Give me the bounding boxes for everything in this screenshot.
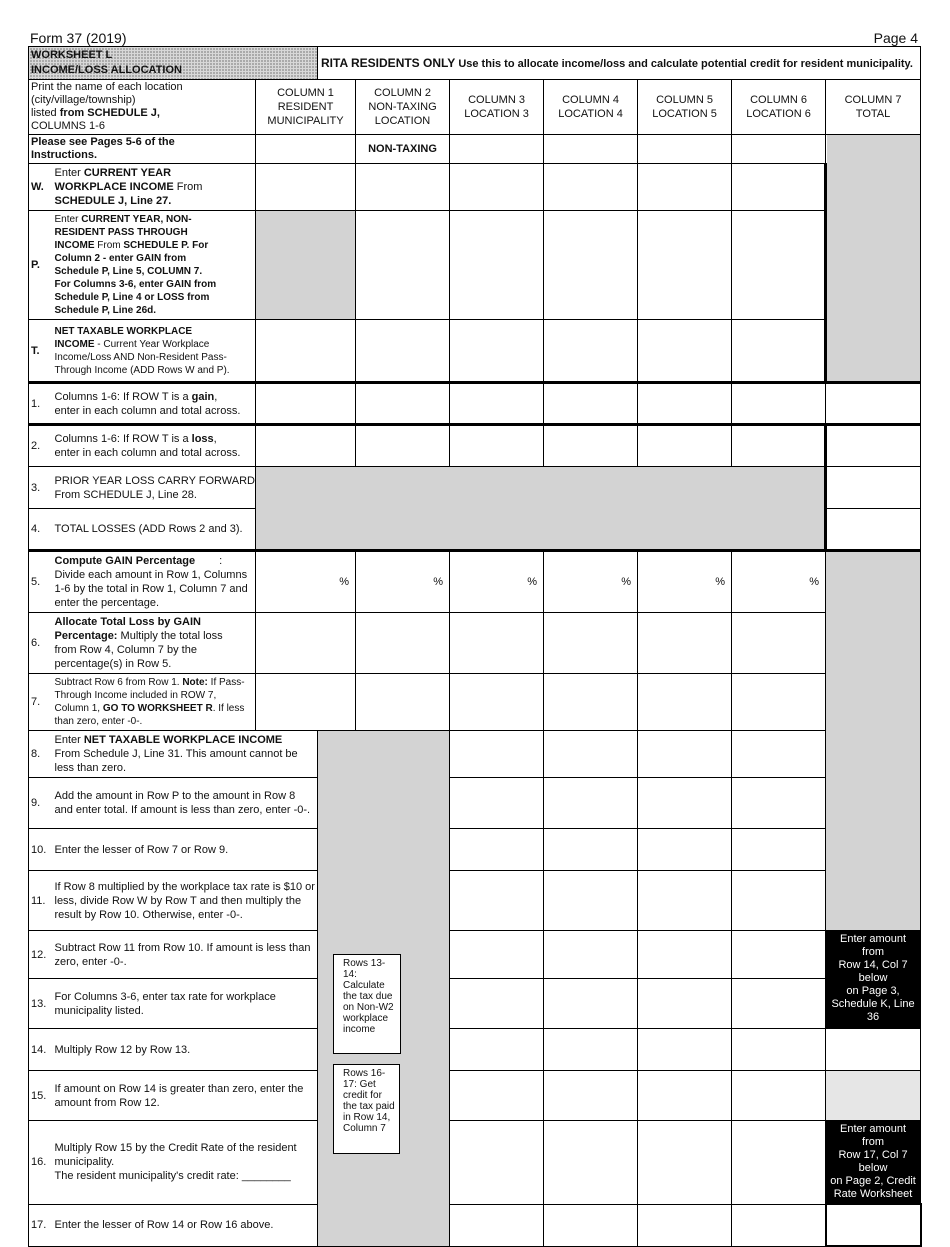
row-2-number: 2.: [29, 425, 53, 467]
location-name-col3[interactable]: [450, 135, 544, 164]
row-t-col2[interactable]: [356, 320, 450, 383]
row-w-e: SCHEDULE J, Line 27.: [54, 195, 172, 207]
row-6: [29, 613, 921, 674]
rows-3-4-shaded: [256, 467, 826, 551]
row-5-col4[interactable]: [544, 551, 638, 613]
row-9-col4[interactable]: [544, 778, 638, 829]
row-8-a: Enter: [54, 734, 84, 746]
row-2: [29, 425, 921, 467]
row-16-number: 16.: [29, 1121, 53, 1205]
location-name-col6[interactable]: [732, 135, 826, 164]
row-t-c: - Current Year Workplace: [94, 338, 210, 350]
row-11-col5[interactable]: [638, 871, 732, 931]
column-3-header: [450, 80, 544, 135]
row-12-number: 12.: [29, 931, 53, 979]
row-t: [29, 320, 921, 383]
row-p-col2[interactable]: [356, 211, 450, 320]
row-15-col3[interactable]: [450, 1071, 544, 1121]
row-9-description: [53, 778, 318, 829]
row-1-number: 1.: [29, 383, 53, 425]
row-2-a: Columns 1-6: If ROW T is a: [54, 433, 192, 445]
row-5-c: Divide each amount in Row 1, Columns: [54, 569, 248, 581]
row-w-col4[interactable]: [544, 164, 638, 211]
row-10-col4[interactable]: [544, 829, 638, 871]
row-13-col4[interactable]: [544, 979, 638, 1029]
row-11-a: If Row 8 multiplied by the workplace tax rate is $10 or: [54, 880, 315, 893]
row-15-col5[interactable]: [638, 1071, 732, 1121]
row-3-col7[interactable]: [826, 467, 921, 509]
row-p-a: Enter: [54, 214, 82, 225]
row-6-number: 6.: [29, 613, 53, 674]
row-10-col3[interactable]: [450, 829, 544, 871]
location-name-col4[interactable]: [544, 135, 638, 164]
row-13-b: municipality listed.: [54, 1004, 144, 1017]
row-p-col6[interactable]: [732, 211, 826, 320]
row-14-col3[interactable]: [450, 1029, 544, 1071]
row-4-col7[interactable]: [826, 509, 921, 551]
row-6-c: Multiply the total loss: [117, 630, 223, 642]
row-t-col4[interactable]: [544, 320, 638, 383]
location-label-line3a: listed: [31, 107, 60, 119]
row-3-a: PRIOR YEAR LOSS CARRY FORWARD: [54, 474, 255, 487]
row-t-d: Income/Loss AND Non-Resident Pass-: [54, 351, 227, 363]
row-5-e: enter the percentage.: [54, 597, 160, 609]
row-4-a: TOTAL LOSSES (ADD Rows 2 and 3).: [54, 523, 243, 535]
row-8-c: From Schedule J, Line 31. This amount cannot be: [54, 748, 298, 760]
row-15-number: 15.: [29, 1071, 53, 1121]
row-t-description: [53, 320, 256, 383]
row-5-col1[interactable]: [256, 551, 356, 613]
column-1-l3: MUNICIPALITY: [267, 115, 344, 127]
row-8: [29, 731, 921, 778]
row-7-e: Column 1,: [54, 703, 103, 714]
row-p-col3[interactable]: [450, 211, 544, 320]
row-1-col5[interactable]: [638, 383, 732, 425]
row-3-b: From SCHEDULE J, Line 28.: [54, 488, 197, 501]
row-16-col4[interactable]: [544, 1121, 638, 1205]
row-5-description: [53, 551, 256, 613]
row-16: [29, 1121, 921, 1205]
row-w-col2[interactable]: [356, 164, 450, 211]
row-5-col2[interactable]: [356, 551, 450, 613]
row-8-col5[interactable]: [638, 731, 732, 778]
row-14-col7[interactable]: [826, 1029, 921, 1071]
row-6-col6[interactable]: [732, 613, 826, 674]
row-15-b: amount from Row 12.: [54, 1096, 160, 1109]
col7-shaded-5-11: [826, 551, 921, 931]
row-15-col7-shaded: [826, 1071, 921, 1121]
column-2-l3: LOCATION: [374, 115, 431, 127]
row-6-col1[interactable]: [256, 613, 356, 674]
row-12-b: zero, enter -0-.: [54, 955, 127, 968]
worksheet-title-line1: WORKSHEET L: [31, 49, 113, 61]
row-6-b: Percentage:: [54, 630, 118, 642]
location-label-line2: (city/village/township): [31, 94, 136, 106]
schedule-k-line36-note: [826, 931, 921, 1029]
row-17-col6[interactable]: [732, 1204, 826, 1246]
row-8-number: 8.: [29, 731, 53, 778]
row-8-col6[interactable]: [732, 731, 826, 778]
k36-note-a: Enter amount from: [840, 933, 907, 958]
row-9-b: and enter total. If amount is less than zero, enter -0-.: [54, 804, 311, 816]
row-7-number: 7.: [29, 674, 53, 731]
cr-note-b: Row 17, Col 7 below: [838, 1149, 908, 1174]
row-p-description: [53, 211, 256, 320]
row-7-f: GO TO WORKSHEET R: [102, 703, 213, 714]
row-14-description: [53, 1029, 318, 1071]
row-1-description: [53, 383, 256, 425]
row-12-col3[interactable]: [450, 931, 544, 979]
row-9: [29, 778, 921, 829]
row-9-col6[interactable]: [732, 778, 826, 829]
column-4-l1: COLUMN 4: [562, 94, 619, 106]
row-p-c: RESIDENT PASS THROUGH: [54, 227, 188, 238]
row-p: [29, 211, 921, 320]
row-5-a: Compute GAIN Percentage: [54, 555, 196, 567]
worksheet-title-line2: INCOME/LOSS ALLOCATION: [31, 64, 182, 76]
location-name-col1[interactable]: [256, 135, 356, 164]
row-6-description: [53, 613, 256, 674]
column-3-l2: LOCATION 3: [464, 108, 529, 120]
rows-13-14-note: Rows 13-14: Calculate the tax due on Non-W2 workplace income: [333, 954, 401, 1054]
row-6-col3[interactable]: [450, 613, 544, 674]
row-5-col6-pct: %: [809, 576, 820, 588]
column-1-header: [256, 80, 356, 135]
row-w-col5[interactable]: [638, 164, 732, 211]
row-13-col5[interactable]: [638, 979, 732, 1029]
row-15: [29, 1071, 921, 1121]
row-t-a: NET TAXABLE WORKPLACE: [54, 325, 193, 337]
row-1-col6[interactable]: [732, 383, 826, 425]
column-2-l2: NON-TAXING: [368, 101, 437, 113]
row-13-col3[interactable]: [450, 979, 544, 1029]
row-p-k: Schedule P, Line 26d.: [54, 305, 157, 316]
row-3: [29, 467, 921, 509]
row-2-col5[interactable]: [638, 425, 732, 467]
row-w-col1[interactable]: [256, 164, 356, 211]
row-8-d: less than zero.: [54, 762, 127, 774]
row-9-number: 9.: [29, 778, 53, 829]
row-p-i: For Columns 3-6, enter GAIN from: [54, 279, 217, 290]
row-15-col4[interactable]: [544, 1071, 638, 1121]
location-name-col5[interactable]: [638, 135, 732, 164]
row-11-col3[interactable]: [450, 871, 544, 931]
instructions-label: [29, 135, 256, 164]
location-label: [29, 80, 256, 135]
row-16-c: The resident municipality's credit rate: ________: [54, 1170, 291, 1183]
row-7-g: . If less: [212, 703, 245, 714]
row-12-col4[interactable]: [544, 931, 638, 979]
cr-note-a: Enter amount from: [840, 1123, 907, 1148]
row-15-description: [53, 1071, 318, 1121]
row-5-col3-pct: %: [527, 576, 538, 588]
rows-16-17-note: Rows 16-17: Get credit for the tax paid in Row 14, Column 7: [333, 1064, 400, 1154]
column-1-l2: RESIDENT: [277, 101, 334, 113]
row-9-col3[interactable]: [450, 778, 544, 829]
column-7-header: [826, 80, 921, 135]
row-10-col6[interactable]: [732, 829, 826, 871]
row-7-a: Subtract Row 6 from Row 1.: [54, 677, 183, 688]
row-13-description: [53, 979, 318, 1029]
row-14-col4[interactable]: [544, 1029, 638, 1071]
row-6-d: from Row 4, Column 7 by the: [54, 644, 197, 656]
row-w-c: WORKPLACE INCOME: [54, 181, 174, 193]
row-p-col1-shaded: [256, 211, 356, 320]
row-12: [29, 931, 921, 979]
row-t-number: T.: [29, 320, 53, 383]
row-p-h: Schedule P, Line 5, COLUMN 7.: [54, 266, 203, 277]
row-p-e: From: [94, 240, 124, 251]
row-p-col4[interactable]: [544, 211, 638, 320]
row-p-col5[interactable]: [638, 211, 732, 320]
cr-note-d: Rate Worksheet: [833, 1188, 913, 1200]
row-5-b: :: [219, 555, 223, 567]
row-t-col3[interactable]: [450, 320, 544, 383]
row-7-col5[interactable]: [638, 674, 732, 731]
row-t-col1[interactable]: [256, 320, 356, 383]
row-t-e: Through Income (ADD Rows W and P).: [54, 364, 230, 376]
column-2-l1: COLUMN 2: [374, 87, 431, 99]
row-14-col5[interactable]: [638, 1029, 732, 1071]
row-17: [29, 1204, 921, 1246]
instructions-label-line2: Instructions.: [31, 149, 98, 161]
row-w-col3[interactable]: [450, 164, 544, 211]
form-title: Form 37 (2019): [30, 30, 127, 46]
row-5-col4-pct: %: [621, 576, 632, 588]
row-1-col3[interactable]: [450, 383, 544, 425]
row-7: [29, 674, 921, 731]
row-1: [29, 383, 921, 425]
row-p-number: P.: [29, 211, 53, 320]
row-5-col6[interactable]: [732, 551, 826, 613]
row-5-number: 5.: [29, 551, 53, 613]
row-14-col6[interactable]: [732, 1029, 826, 1071]
col7-shaded-w-t: [826, 135, 921, 383]
row-15-col6[interactable]: [732, 1071, 826, 1121]
row-7-col3[interactable]: [450, 674, 544, 731]
column-6-l2: LOCATION 6: [746, 108, 811, 120]
row-7-h: than zero, enter -0-.: [54, 716, 143, 727]
row-13: [29, 979, 921, 1029]
row-9-col5[interactable]: [638, 778, 732, 829]
row-12-col6[interactable]: [732, 931, 826, 979]
row-5-col2-pct: %: [433, 576, 444, 588]
row-2-col3[interactable]: [450, 425, 544, 467]
row-10-number: 10.: [29, 829, 53, 871]
row-11-b: less, divide Row W by Row T and then multiply the: [54, 894, 302, 907]
row-7-description: [53, 674, 256, 731]
row-16-b: municipality.: [54, 1156, 115, 1169]
row-8-description: [53, 731, 318, 778]
row-17-col3[interactable]: [450, 1204, 544, 1246]
row-13-number: 13.: [29, 979, 53, 1029]
row-5-d: 1-6 by the total in Row 1, Column 7 and: [54, 583, 248, 595]
column-5-header: [638, 80, 732, 135]
row-10-col5[interactable]: [638, 829, 732, 871]
row-11-col4[interactable]: [544, 871, 638, 931]
row-7-b: Note:: [182, 677, 208, 688]
row-2-col1[interactable]: [256, 425, 356, 467]
row-6-col4[interactable]: [544, 613, 638, 674]
row-2-col6[interactable]: [732, 425, 826, 467]
instructions-label-line1: Please see Pages 5-6 of the: [31, 136, 175, 148]
row-6-col5[interactable]: [638, 613, 732, 674]
column-6-l1: COLUMN 6: [750, 94, 807, 106]
row-1-c: ,: [214, 390, 218, 403]
row-17-description: [53, 1204, 318, 1246]
row-10-description: [53, 829, 318, 871]
row-8-col3[interactable]: [450, 731, 544, 778]
row-p-f: SCHEDULE P. For: [123, 240, 209, 251]
row-16-description: [53, 1121, 318, 1205]
row-11-description: [53, 871, 318, 931]
column-5-l2: LOCATION 5: [652, 108, 717, 120]
row-8-col4[interactable]: [544, 731, 638, 778]
rita-bold-text: RITA RESIDENTS ONLY: [321, 56, 456, 70]
row-17-col4[interactable]: [544, 1204, 638, 1246]
rita-rest-text: Use this to allocate income/loss and calculate potential credit for resident municipality.: [455, 58, 913, 70]
row-17-col5[interactable]: [638, 1204, 732, 1246]
column-2-header: [356, 80, 450, 135]
row-5: [29, 551, 921, 613]
row-16-col6[interactable]: [732, 1121, 826, 1205]
credit-rate-worksheet-note: [826, 1121, 921, 1205]
k36-note-d: Schedule K, Line 36: [831, 998, 915, 1023]
row-t-col6[interactable]: [732, 320, 826, 383]
worksheet-title: [29, 47, 318, 80]
row-2-col7[interactable]: [826, 425, 921, 467]
row-7-c: If Pass-: [207, 677, 245, 688]
row-13-a: For Columns 3-6, enter tax rate for workplace: [54, 990, 276, 1003]
row-14-number: 14.: [29, 1029, 53, 1071]
row-3-description: [53, 467, 256, 509]
row-12-description: [53, 931, 318, 979]
column-5-l1: COLUMN 5: [656, 94, 713, 106]
location-label-line3b: from SCHEDULE J,: [59, 107, 160, 119]
row-12-a: Subtract Row 11 from Row 10. If amount is less than: [54, 941, 311, 954]
row-t-col5[interactable]: [638, 320, 732, 383]
row-2-c: ,: [213, 433, 217, 445]
k36-note-b: Row 14, Col 7 below: [838, 959, 908, 984]
column-4-header: [544, 80, 638, 135]
row-11-number: 11.: [29, 871, 53, 931]
row-17-number: 17.: [29, 1204, 53, 1246]
row-8-b: NET TAXABLE WORKPLACE INCOME: [83, 734, 283, 746]
row-1-b: gain: [191, 390, 215, 403]
k36-note-c: on Page 3,: [846, 985, 900, 997]
worksheet-l-grid: [28, 46, 922, 1247]
row-7-col2[interactable]: [356, 674, 450, 731]
row-p-b: CURRENT YEAR, NON-: [81, 214, 192, 225]
row-6-a: Allocate Total Loss by GAIN: [54, 616, 201, 628]
row-2-col4[interactable]: [544, 425, 638, 467]
row-w-col6[interactable]: [732, 164, 826, 211]
row-6-col2[interactable]: [356, 613, 450, 674]
column-6-header: [732, 80, 826, 135]
row-17-col7[interactable]: [826, 1204, 921, 1246]
row-14-a: Multiply Row 12 by Row 13.: [54, 1043, 191, 1056]
row-w: [29, 164, 921, 211]
row-p-j: Schedule P, Line 4 or LOSS from: [54, 292, 210, 303]
row-9-a: Add the amount in Row P to the amount in Row 8: [54, 790, 296, 802]
page-number: Page 4: [873, 30, 918, 46]
row-1-col1[interactable]: [256, 383, 356, 425]
rita-residents-note: [318, 47, 921, 80]
row-2-b: loss: [191, 433, 214, 445]
row-15-a: If amount on Row 14 is greater than zero, enter the: [54, 1082, 304, 1095]
row-7-col6[interactable]: [732, 674, 826, 731]
row-7-col1[interactable]: [256, 674, 356, 731]
row-w-a: Enter: [54, 167, 84, 179]
row-4-description: [53, 509, 256, 551]
row-16-col3[interactable]: [450, 1121, 544, 1205]
non-taxing-label: NON-TAXING: [356, 135, 450, 164]
row-16-col5[interactable]: [638, 1121, 732, 1205]
row-14: [29, 1029, 921, 1071]
row-5-col1-pct: %: [339, 576, 350, 588]
row-1-col4[interactable]: [544, 383, 638, 425]
row-1-d: enter in each column and total across.: [54, 404, 241, 417]
column-7-l2: TOTAL: [855, 108, 891, 120]
row-w-description: [53, 164, 256, 211]
column-7-l1: COLUMN 7: [844, 94, 902, 106]
row-2-description: [53, 425, 256, 467]
row-11: [29, 871, 921, 931]
column-4-l2: LOCATION 4: [558, 108, 623, 120]
row-1-a: Columns 1-6: If ROW T is a: [54, 390, 192, 403]
row-16-a: Multiply Row 15 by the Credit Rate of the resident: [54, 1142, 297, 1155]
row-13-col6[interactable]: [732, 979, 826, 1029]
row-4-number: 4.: [29, 509, 53, 551]
row-7-col4[interactable]: [544, 674, 638, 731]
row-17-a: Enter the lesser of Row 14 or Row 16 above.: [54, 1219, 274, 1231]
row-10-a: Enter the lesser of Row 7 or Row 9.: [54, 843, 229, 856]
row-p-g: Column 2 - enter GAIN from: [54, 253, 187, 264]
row-3-number: 3.: [29, 467, 53, 509]
row-7-d: Through Income included in ROW 7,: [54, 690, 217, 701]
row-w-b: CURRENT YEAR: [83, 167, 172, 179]
row-11-col6[interactable]: [732, 871, 826, 931]
column-3-l1: COLUMN 3: [468, 94, 525, 106]
column-1-l1: COLUMN 1: [277, 87, 334, 99]
row-10: [29, 829, 921, 871]
row-2-d: enter in each column and total across.: [54, 447, 241, 459]
location-label-line4: COLUMNS 1-6: [31, 120, 105, 132]
row-1-col7[interactable]: [826, 383, 921, 425]
location-label-line1: Print the name of each location: [31, 81, 183, 93]
row-w-d: From: [173, 181, 203, 193]
row-5-col3[interactable]: [450, 551, 544, 613]
row-5-col5[interactable]: [638, 551, 732, 613]
row-5-col5-pct: %: [715, 576, 726, 588]
row-w-number: W.: [29, 164, 53, 211]
row-12-col5[interactable]: [638, 931, 732, 979]
row-6-e: percentage(s) in Row 5.: [54, 658, 172, 670]
cr-note-c: on Page 2, Credit: [830, 1175, 916, 1187]
row-t-b: INCOME: [54, 338, 95, 350]
row-1-col2[interactable]: [356, 383, 450, 425]
row-11-c: result by Row 10. Otherwise, enter -0-.: [54, 908, 243, 921]
row-2-col2[interactable]: [356, 425, 450, 467]
row-p-d: INCOME: [54, 240, 95, 251]
